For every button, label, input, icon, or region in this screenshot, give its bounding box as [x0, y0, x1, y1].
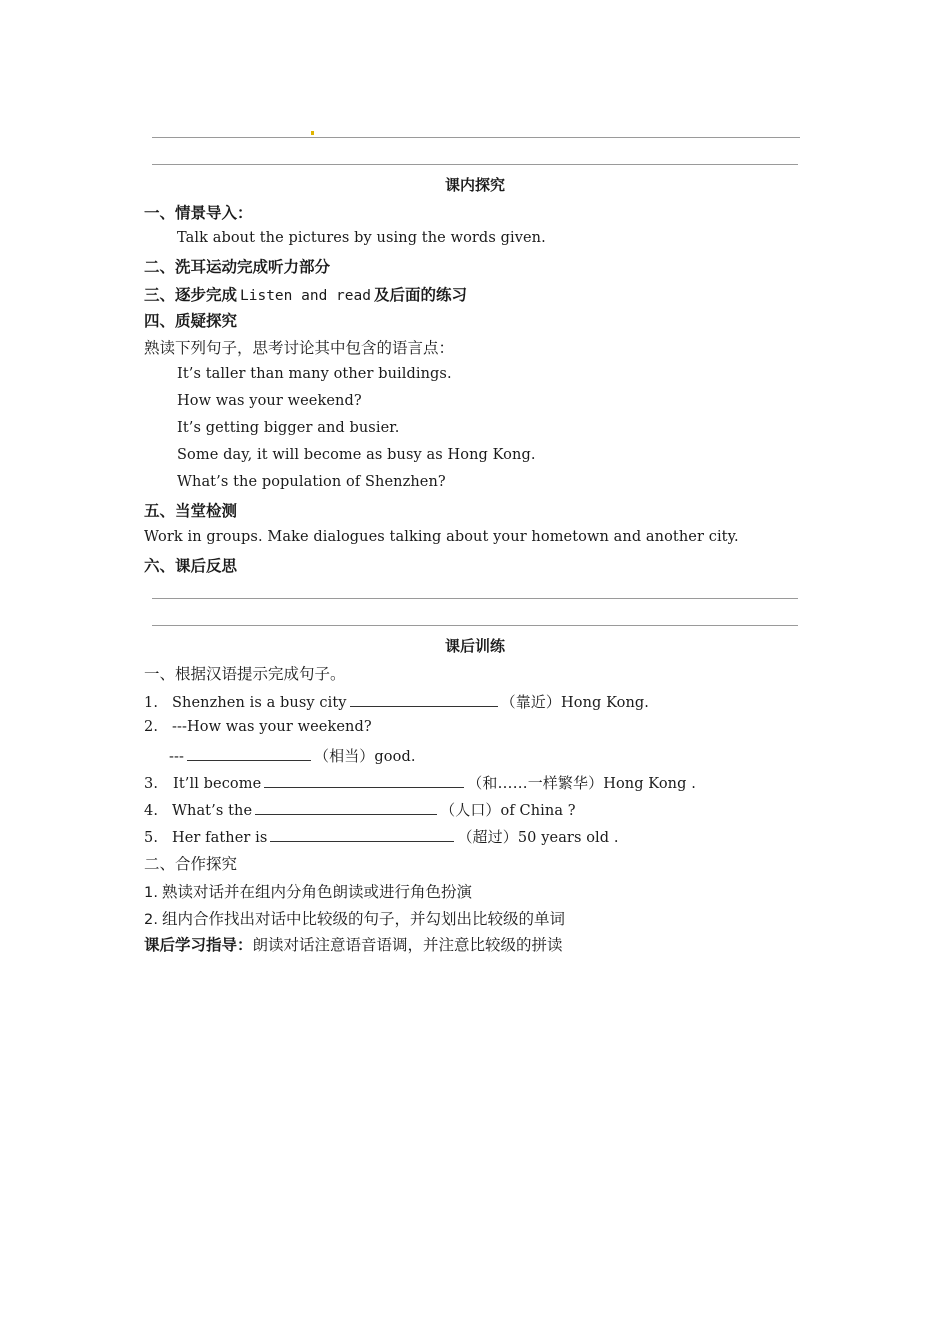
exercise-item [144, 799, 576, 820]
item-number: 5. [144, 830, 159, 846]
sentence-item: How was your weekend? [177, 393, 362, 409]
section-3-heading-c: 及后面的练习 [373, 286, 467, 304]
answer-line [152, 137, 800, 138]
answer-line [152, 164, 798, 165]
item-number: 2. [144, 719, 159, 735]
hint-text: （超过） [457, 828, 518, 846]
exercise-item [144, 826, 619, 847]
answer-blank[interactable] [270, 828, 454, 842]
study-guide-text: 朗读对话注意语音语调，并注意比较级的拼读 [252, 936, 563, 954]
item-text: --- [169, 749, 184, 765]
section-3-heading-b: Listen and read [240, 288, 371, 304]
hint-text: （和……一样繁华） [467, 774, 604, 792]
after-class-title: 课后训练 [444, 637, 505, 655]
answer-blank[interactable] [350, 693, 498, 707]
coop-text: 熟读对话并在组内分角色朗读或进行角色扮演 [162, 883, 473, 901]
item-text: ---How was your weekend? [172, 719, 372, 735]
sentence-item: Some day, it will become as busy as Hong Kong. [177, 447, 536, 463]
answer-blank[interactable] [255, 801, 437, 815]
answer-line [152, 598, 798, 599]
part-2-heading: 二、合作探究 [144, 855, 238, 873]
item-number: 1. [144, 885, 159, 901]
section-5-heading: 五、当堂检测 [144, 502, 238, 520]
item-text: of China ? [500, 803, 576, 819]
item-text: Hong Kong. [561, 695, 650, 711]
section-1-text: Talk about the pictures by using the words given. [177, 230, 546, 246]
item-text: Her father is [172, 830, 268, 846]
section-4-intro: 熟读下列句子，思考讨论其中包含的语言点： [144, 339, 455, 357]
item-text: Shenzhen is a busy city [172, 695, 347, 711]
item-text: What’s the [172, 803, 253, 819]
item-text: Hong Kong . [603, 776, 696, 792]
study-guide [144, 933, 563, 955]
section-3-heading-a: 三、逐步完成 [144, 286, 238, 304]
section-2-heading: 二、洗耳运动完成听力部分 [144, 258, 331, 276]
sentence-item: What’s the population of Shenzhen? [177, 474, 446, 490]
study-guide-label: 课后学习指导： [144, 936, 253, 954]
section-4-heading: 四、质疑探究 [144, 312, 238, 330]
coop-item [144, 880, 472, 902]
exercise-item [169, 745, 416, 766]
item-number: 4. [144, 803, 159, 819]
sentence-item: It’s getting bigger and busier. [177, 420, 400, 436]
marker-dot [311, 131, 314, 135]
item-text: It’ll become [173, 776, 262, 792]
item-text: 50 years old . [517, 830, 619, 846]
hint-text: （相当） [314, 747, 375, 765]
in-class-title: 课内探究 [444, 176, 505, 194]
exercise-item [144, 691, 649, 712]
item-number: 3. [144, 776, 159, 792]
section-5-text: Work in groups. Make dialogues talking about your hometown and another city. [144, 529, 739, 545]
section-3-heading [144, 283, 467, 305]
hint-text: （人口） [440, 801, 501, 819]
item-number: 1. [144, 695, 159, 711]
exercise-item [144, 719, 372, 735]
hint-text: （靠近） [500, 693, 561, 711]
item-number: 2. [144, 912, 159, 928]
exercise-item [144, 772, 696, 793]
part-1-heading: 一、根据汉语提示完成句子。 [144, 665, 346, 683]
answer-blank[interactable] [264, 774, 464, 788]
coop-text: 组内合作找出对话中比较级的句子，并勾划出比较级的单词 [162, 910, 566, 928]
answer-line [152, 625, 798, 626]
item-text: good. [374, 749, 416, 765]
answer-blank[interactable] [187, 747, 311, 761]
coop-item [144, 907, 565, 929]
sentence-item: It’s taller than many other buildings. [177, 366, 452, 382]
section-6-heading: 六、课后反思 [144, 557, 238, 575]
section-1-heading: 一、情景导入： [144, 204, 253, 222]
